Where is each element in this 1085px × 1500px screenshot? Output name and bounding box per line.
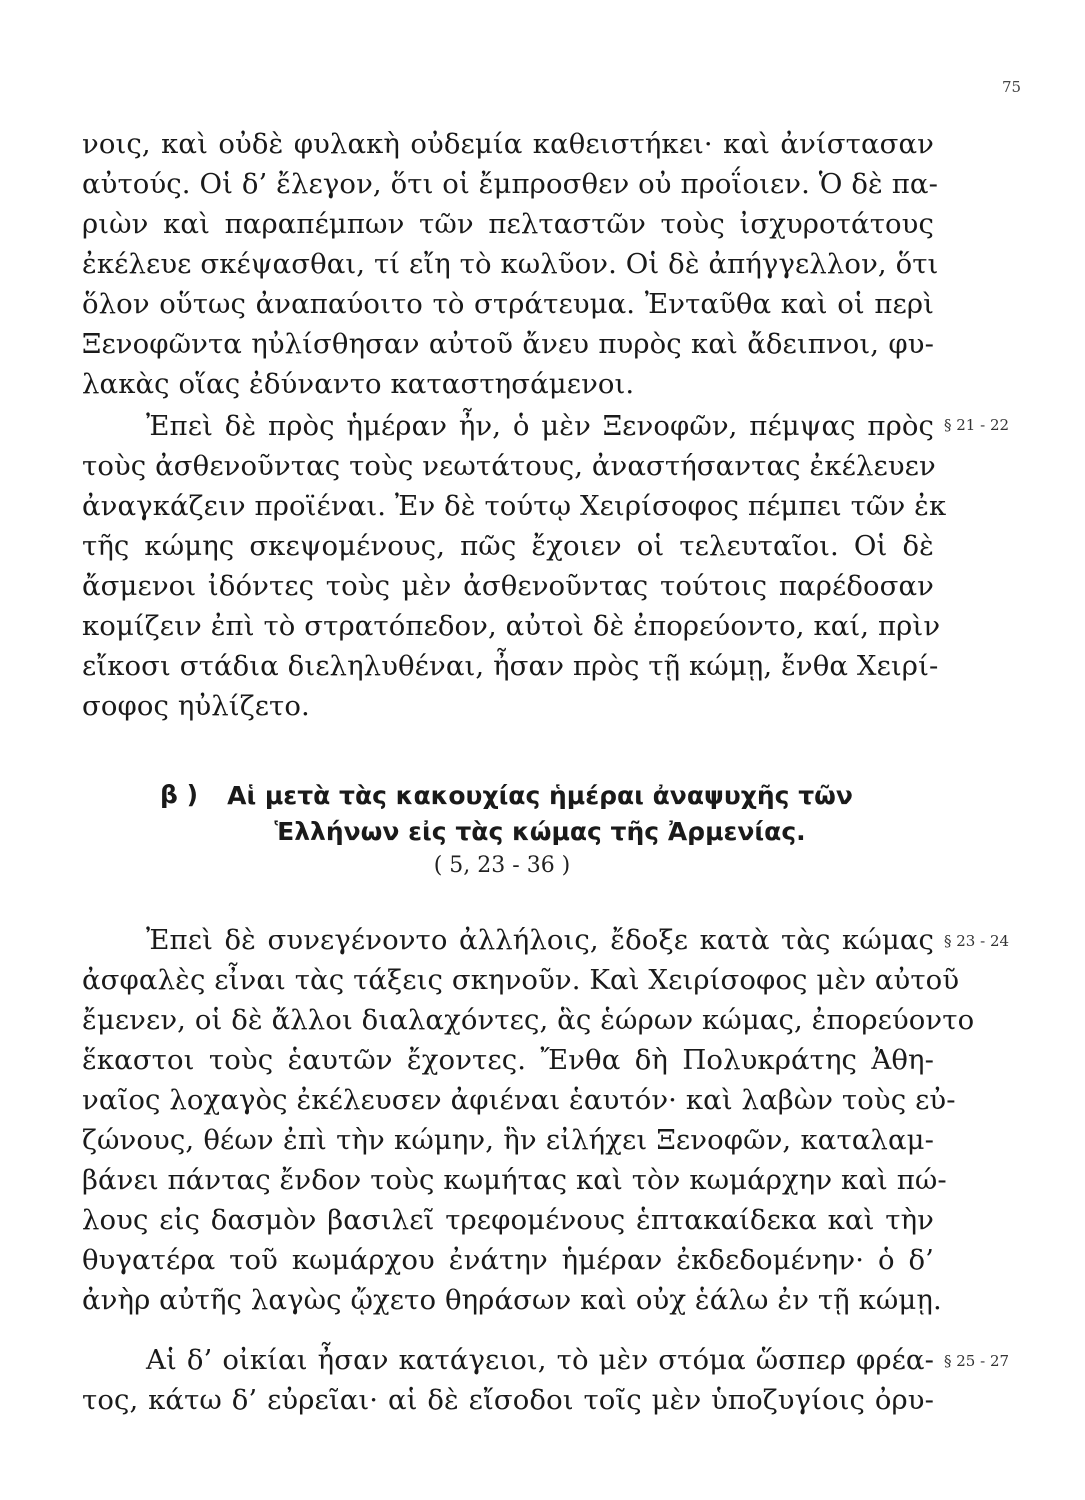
- text-line: Ξενοφῶντα ηὐλίσθησαν αὐτοῦ ἄνευ πυρὸς καὶ ἄδειπνοι, φυ-: [82, 328, 934, 360]
- text-line: λους εἰς δασμὸν βασιλεῖ τρεφομένους ἑπτακαίδεκα καὶ τὴν: [82, 1204, 934, 1236]
- text-line: ἕκαστοι τοὺς ἑαυτῶν ἔχοντες. Ἔνθα δὴ Πολυκράτης Ἀθη-: [82, 1044, 934, 1076]
- text-line: Ἐπεὶ δὲ πρὸς ἡμέραν ἦν, ὁ μὲν Ξενοφῶν, πέμψας πρὸς: [146, 410, 934, 442]
- text-line: ριὼν καὶ παραπέμπων τῶν πελταστῶν τοὺς ἰσχυροτάτους: [82, 208, 934, 240]
- heading-reference: ( 5, 23 - 36 ): [433, 853, 571, 878]
- text-line: ἄσμενοι ἰδόντες τοὺς μὲν ἀσθενοῦντας τούτοις παρέδοσαν: [82, 570, 934, 602]
- text-line: βάνει πάντας ἔνδον τοὺς κωμήτας καὶ τὸν κωμάρχην καὶ πώ-: [82, 1164, 947, 1196]
- text-line: τῆς κώμης σκεψομένους, πῶς ἔχοιεν οἱ τελευταῖοι. Οἱ δὲ: [82, 530, 934, 562]
- text-line: θυγατέρα τοῦ κωμάρχου ἐνάτην ἡμέραν ἐκδεδομένην· ὁ δ’: [82, 1244, 934, 1276]
- heading-marker: β ): [160, 780, 199, 809]
- text-line: Ἐπεὶ δὲ συνεγένοντο ἀλλήλοις, ἔδοξε κατὰ τὰς κώμας: [146, 924, 934, 956]
- page-number: 75: [1002, 78, 1022, 96]
- text-line: ἀσφαλὲς εἶναι τὰς τάξεις σκηνοῦν. Καὶ Χειρίσοφος μὲν αὐτοῦ: [82, 964, 960, 996]
- text-line: κομίζειν ἐπὶ τὸ στρατόπεδον, αὐτοὶ δὲ ἐπορεύοντο, καί, πρὶν: [82, 610, 941, 642]
- text-line: Αἱ δ’ οἰκίαι ἦσαν κατάγειοι, τὸ μὲν στόμα ὥσπερ φρέα-: [146, 1344, 934, 1376]
- text-line: ναῖος λοχαγὸς ἐκέλευσεν ἀφιέναι ἑαυτόν· καὶ λαβὼν τοὺς εὐ-: [82, 1084, 956, 1116]
- heading-line-2: Ἑλλήνων εἰς τὰς κώμας τῆς Ἀρμενίας.: [274, 817, 806, 846]
- text-line: ἔμενεν, οἱ δὲ ἄλλοι διαλαχόντες, ἃς ἑώρων κώμας, ἐπορεύοντο: [82, 1004, 975, 1036]
- text-line: ἀναγκάζειν προϊέναι. Ἐν δὲ τούτῳ Χειρίσοφος πέμπει τῶν ἐκ: [82, 490, 947, 522]
- text-line: ὅλον οὕτως ἀναπαύοιτο τὸ στράτευμα. Ἐνταῦθα καὶ οἱ περὶ: [82, 288, 934, 320]
- section-reference: § 21 - 22: [944, 416, 1010, 434]
- text-line: αὐτούς. Οἱ δ’ ἔλεγον, ὅτι οἱ ἔμπροσθεν οὐ προΐοιεν. Ὁ δὲ πα-: [82, 168, 938, 200]
- section-reference: § 25 - 27: [944, 1352, 1010, 1370]
- text-line: λακὰς οἵας ἐδύναντο καταστησάμενοι.: [82, 368, 635, 400]
- text-line: ἐκέλευε σκέψασθαι, τί εἴη τὸ κωλῦον. Οἱ δὲ ἀπήγγελλον, ὅτι: [82, 248, 939, 280]
- text-line: τοὺς ἀσθενοῦντας τοὺς νεωτάτους, ἀναστήσαντας ἐκέλευεν: [82, 450, 936, 482]
- text-line: ἀνὴρ αὐτῆς λαγὼς ᾤχετο θηράσων καὶ οὐχ ἑάλω ἐν τῇ κώμῃ.: [82, 1284, 942, 1316]
- text-line: σοφος ηὐλίζετο.: [82, 690, 310, 722]
- heading-line-1: Αἱ μετὰ τὰς κακουχίας ἡμέραι ἀναψυχῆς τῶν: [227, 781, 853, 810]
- text-line: τος, κάτω δ’ εὐρεῖαι· αἱ δὲ εἴσοδοι τοῖς μὲν ὑποζυγίοις ὀρυ-: [82, 1384, 934, 1416]
- section-reference: § 23 - 24: [944, 932, 1010, 950]
- text-line: ζώνους, θέων ἐπὶ τὴν κώμην, ἣν εἰλήχει Ξενοφῶν, καταλαμ-: [82, 1124, 934, 1156]
- text-line: εἴκοσι στάδια διεληλυθέναι, ἦσαν πρὸς τῇ κώμῃ, ἔνθα Χειρί-: [82, 650, 939, 682]
- text-line: νοις, καὶ οὐδὲ φυλακὴ οὐδεμία καθειστήκει· καὶ ἀνίστασαν: [82, 128, 934, 160]
